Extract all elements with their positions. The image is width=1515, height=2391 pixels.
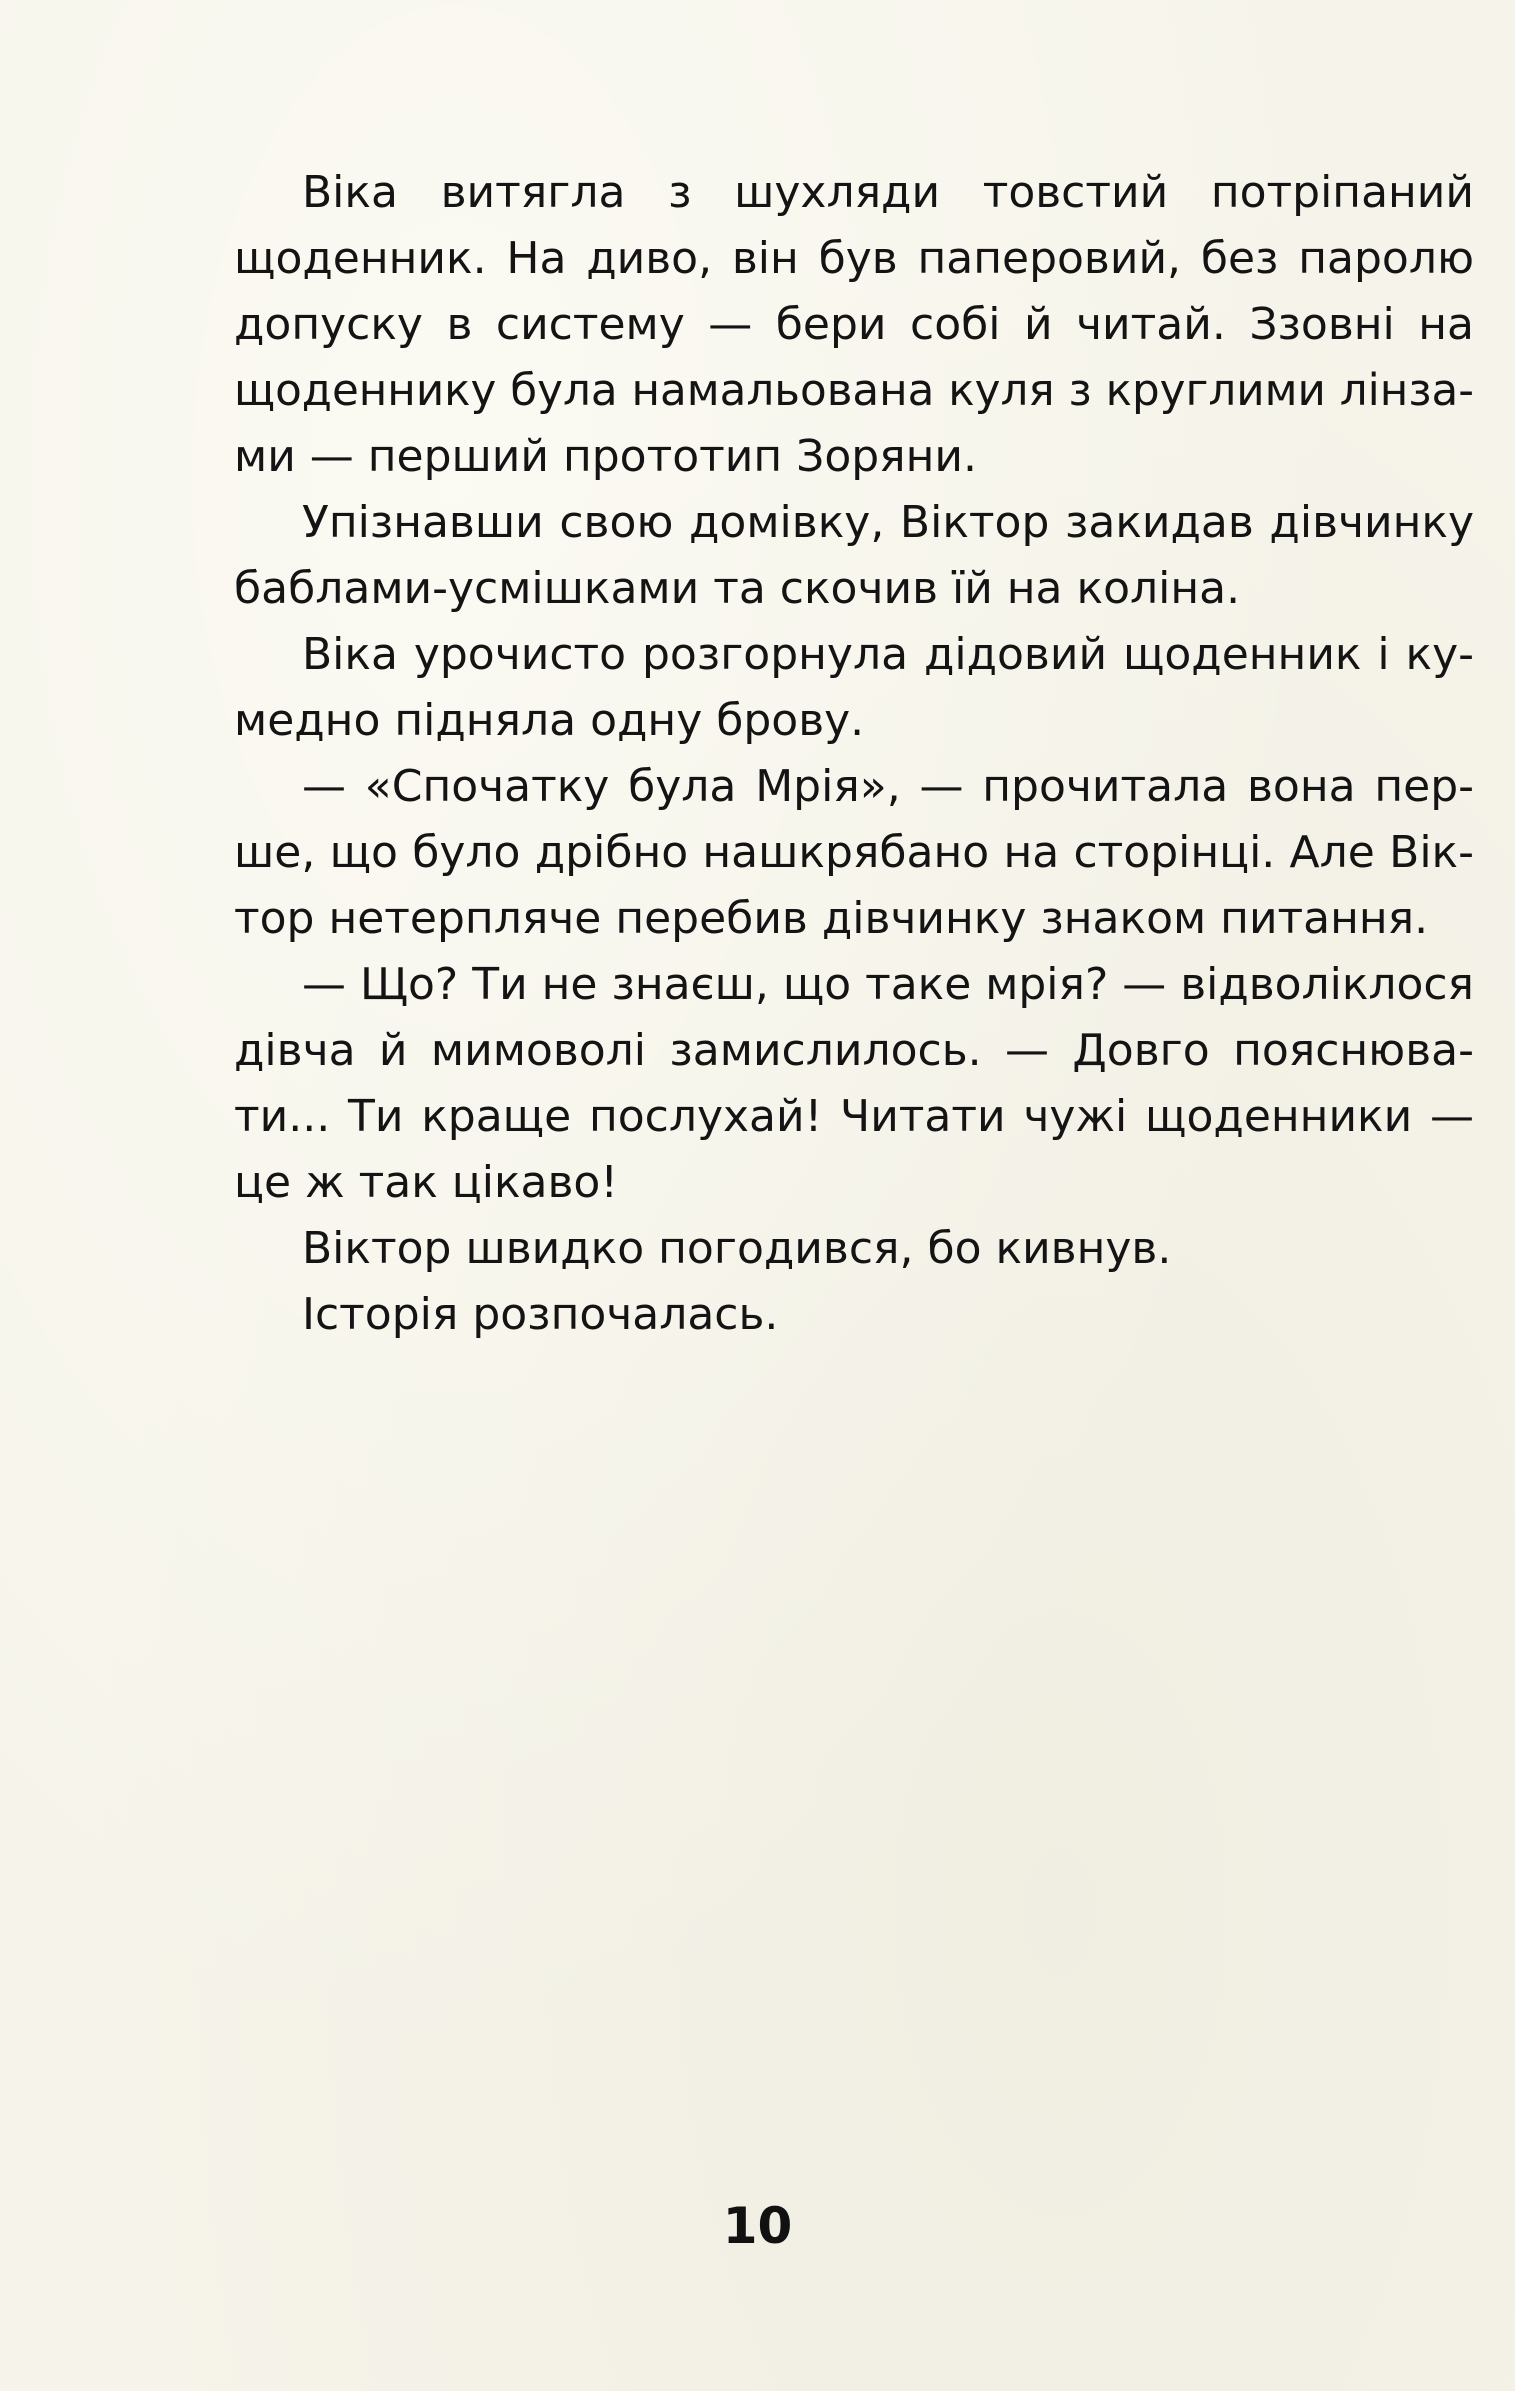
text-line: — Що? Ти не знаєш, що таке мрія? — відволіклося xyxy=(302,959,1474,1010)
text-line: щоденнику була намальована куля з круглими лінза- xyxy=(234,366,1474,416)
text-line: Віка урочисто розгорнула дідовий щоденник і ку- xyxy=(302,629,1474,680)
text-line: ми — перший прототип Зоряни. xyxy=(234,431,977,482)
text-line: дівча й мимоволі замислилось. — Довго пояснюва- xyxy=(234,1025,1474,1076)
text-line: Упізнавши свою домівку, Віктор закидав дівчинку xyxy=(302,497,1474,548)
text-line: ти... Ти краще послухай! Читати чужі щоденники — xyxy=(234,1091,1474,1142)
text-line: ше, що було дрібно нашкрябано на сторінці. Але Вік- xyxy=(234,827,1474,878)
text-line: це ж так цікаво! xyxy=(234,1157,618,1208)
page-number: 10 xyxy=(722,2197,793,2255)
text-line: Віка витягла з шухляди товстий потріпаний xyxy=(302,167,1474,218)
text-line: Віктор швидко погодився, бо кивнув. xyxy=(302,1223,1172,1274)
text-line: баблами-усмішками та скочив їй на коліна. xyxy=(234,563,1241,614)
text-line: Історія розпочалась. xyxy=(302,1289,779,1340)
text-line: — «Спочатку була Мрія», — прочитала вона пер- xyxy=(302,761,1474,812)
body-text xyxy=(234,160,1474,1348)
text-line: тор нетерпляче перебив дівчинку знаком питання. xyxy=(234,893,1429,944)
text-line: допуску в систему — бери собі й читай. Ззовні на xyxy=(234,299,1474,350)
text-line: щоденник. На диво, він був паперовий, без паролю xyxy=(234,233,1474,284)
text-line: медно підняла одну брову. xyxy=(234,695,865,746)
